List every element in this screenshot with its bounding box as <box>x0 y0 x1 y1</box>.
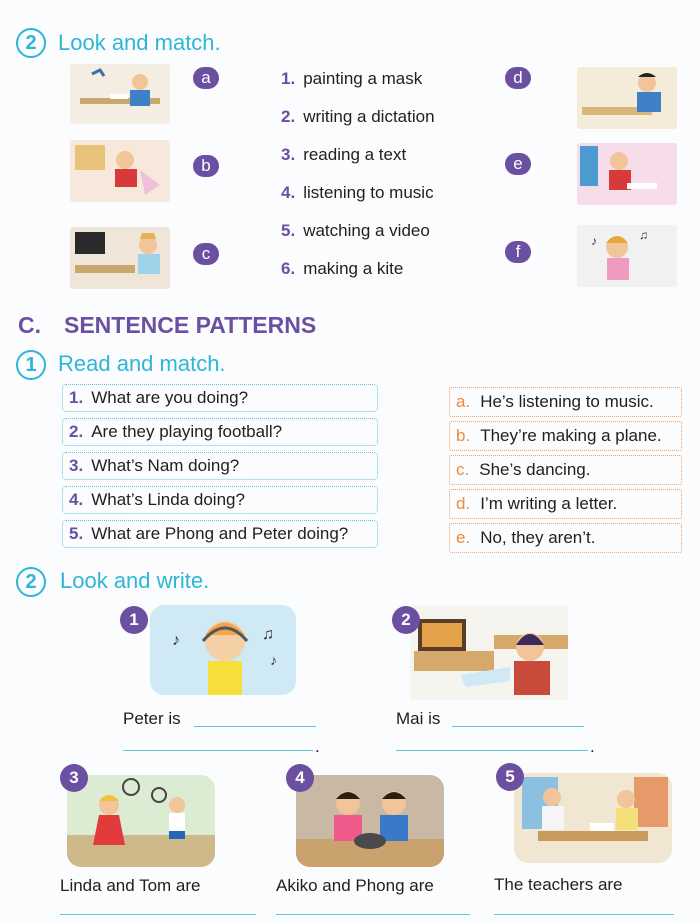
question-3: 3. What’s Nam doing? <box>62 452 378 480</box>
section-c-title: SENTENCE PATTERNS <box>64 312 317 338</box>
sentence-1-label: Peter is <box>123 709 181 728</box>
answer-b: b. They’re making a plane. <box>449 421 682 451</box>
question-2: 2. Are they playing football? <box>62 418 378 446</box>
picture-boy-reading-text <box>577 143 677 205</box>
letter-d: d <box>505 67 531 89</box>
letter-a: a <box>193 67 219 89</box>
answer-line-1a[interactable] <box>194 726 316 727</box>
phrase-2: 2. writing a dictation <box>281 107 435 126</box>
picture-1-peter-music <box>150 605 296 695</box>
svg-text:♪: ♪ <box>172 632 180 649</box>
picture-2-mai-tv <box>410 605 568 700</box>
phrase-4: 4. listening to music <box>281 183 434 202</box>
letter-b: b <box>193 155 219 177</box>
answer-c: c. She’s dancing. <box>449 455 682 485</box>
letter-f: f <box>505 241 531 263</box>
picture-girl-listening-music <box>577 225 677 287</box>
picture-3-badminton <box>67 775 215 867</box>
picture-5-teachers-reading <box>514 773 672 863</box>
answer-a: a. He’s listening to music. <box>449 387 682 417</box>
picture-number-4: 4 <box>286 764 314 792</box>
sentence-4-label: Akiko and Phong are <box>276 876 434 895</box>
look-write-title: Look and write. <box>60 568 210 593</box>
section-number-circle: 2 <box>16 28 46 58</box>
answer-line-4[interactable] <box>276 914 470 915</box>
svg-text:♫: ♫ <box>639 228 648 242</box>
phrase-5: 5. watching a video <box>281 221 430 240</box>
answer-e: e. No, they aren’t. <box>449 523 682 553</box>
picture-number-1: 1 <box>120 606 148 634</box>
look-write-number: 2 <box>16 567 46 597</box>
answer-line-3[interactable] <box>60 914 256 915</box>
picture-boy-writing <box>70 64 170 124</box>
answer-line-1b[interactable] <box>123 750 313 751</box>
answer-line-2a[interactable] <box>452 726 584 727</box>
svg-text:♪: ♪ <box>591 234 597 248</box>
question-4: 4. What’s Linda doing? <box>62 486 378 514</box>
read-match-number: 1 <box>16 350 46 380</box>
phrase-6: 6. making a kite <box>281 259 404 278</box>
question-5: 5. What are Phong and Peter doing? <box>62 520 378 548</box>
sentence-1-period: . <box>315 737 320 756</box>
read-match-title: Read and match. <box>58 351 226 376</box>
phrase-1: 1. painting a mask <box>281 69 423 88</box>
letter-e: e <box>505 153 531 175</box>
letter-c: c <box>193 243 219 265</box>
picture-boy-watching-video <box>70 227 170 289</box>
sentence-2-label: Mai is <box>396 709 441 728</box>
sentence-2-period: . <box>590 737 595 756</box>
picture-number-5: 5 <box>496 763 524 791</box>
picture-girl-making-kite <box>70 140 170 202</box>
picture-number-2: 2 <box>392 606 420 634</box>
picture-boy-painting-mask <box>577 67 677 129</box>
section-c-letter: C. <box>18 312 41 338</box>
sentence-3-label: Linda and Tom are <box>60 876 201 895</box>
sentence-5-label: The teachers are <box>494 875 623 894</box>
answer-line-5[interactable] <box>494 914 674 915</box>
section-title: Look and match. <box>58 30 221 55</box>
svg-text:♪: ♪ <box>270 652 277 668</box>
picture-number-3: 3 <box>60 764 88 792</box>
question-1: 1. What are you doing? <box>62 384 378 412</box>
picture-4-akiko-phong <box>296 775 444 867</box>
answer-line-2b[interactable] <box>396 750 588 751</box>
svg-text:♫: ♫ <box>262 626 274 643</box>
phrase-3: 3. reading a text <box>281 145 407 164</box>
answer-d: d. I’m writing a letter. <box>449 489 682 519</box>
